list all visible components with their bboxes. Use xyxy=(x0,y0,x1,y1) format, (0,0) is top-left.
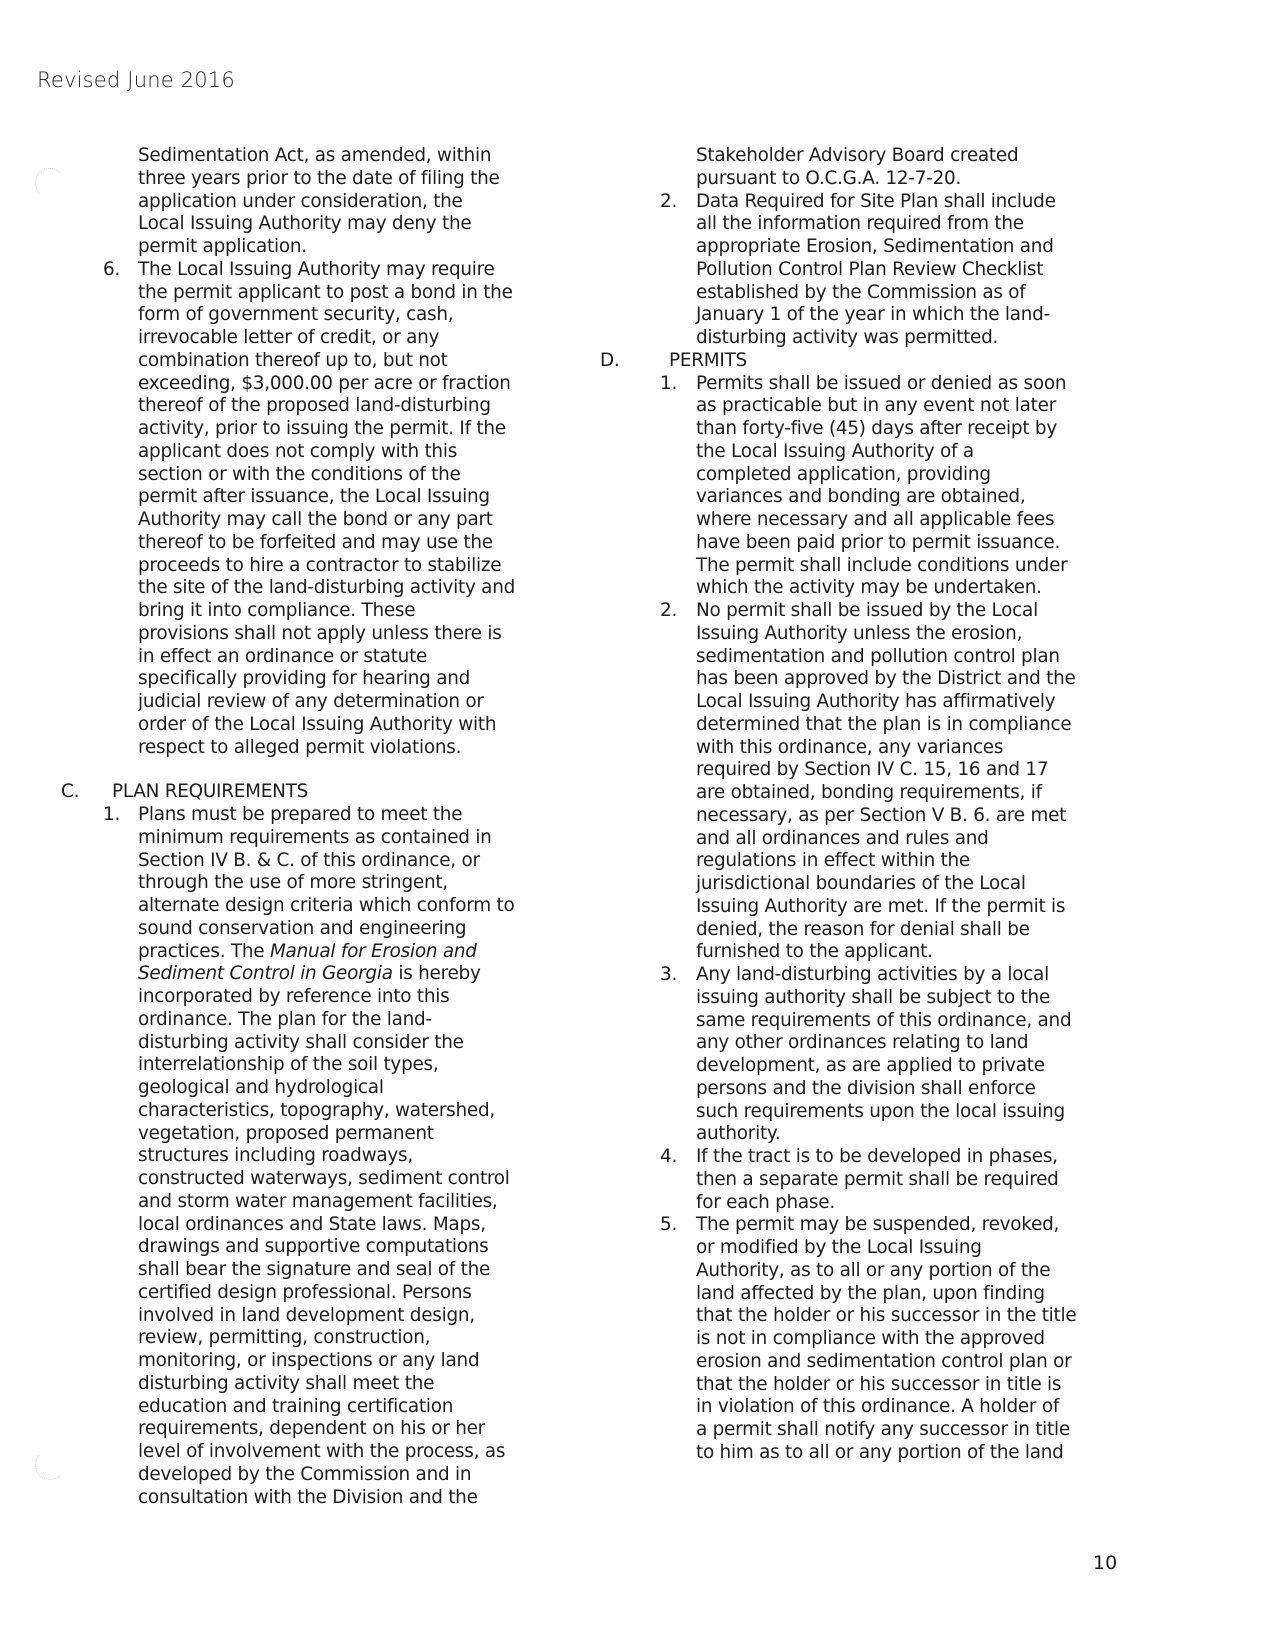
text-line xyxy=(560,259,1275,282)
text-line xyxy=(0,168,620,191)
line-text: where necessary and all applicable fees xyxy=(696,509,1055,530)
text-line xyxy=(0,827,620,850)
text-line xyxy=(0,918,620,941)
line-text: sedimentation and pollution control plan xyxy=(696,645,1060,667)
text-line xyxy=(0,668,620,691)
line-text: incorporated by reference into this xyxy=(138,986,450,1007)
text-line xyxy=(0,623,620,646)
text-line xyxy=(560,191,1275,214)
text-line xyxy=(560,236,1275,259)
text-line xyxy=(0,1032,620,1055)
line-text: any other ordinances relating to land xyxy=(696,1032,1029,1054)
text-line xyxy=(0,1100,620,1123)
text-line xyxy=(560,896,1275,919)
line-text: ordinance. The plan for the land- xyxy=(138,1008,432,1030)
line-text: January 1 of the year in which the land- xyxy=(696,304,1050,326)
text-line xyxy=(560,1442,1275,1465)
line-text: order of the Local Issuing Authority with xyxy=(138,713,497,735)
line-text: have been paid prior to permit issuance. xyxy=(696,531,1061,553)
text-line xyxy=(0,259,620,282)
text-line xyxy=(0,1464,620,1487)
section-letter: C. xyxy=(61,781,80,803)
section-title: PLAN REQUIREMENTS xyxy=(112,781,308,803)
text-line xyxy=(0,737,620,760)
line-text: which the activity may be undertaken. xyxy=(696,577,1042,599)
line-text: section or with the conditions of the xyxy=(138,463,461,485)
list-number: 2. xyxy=(660,190,678,212)
line-text: furnished to the applicant. xyxy=(696,941,933,963)
text-line xyxy=(0,1441,620,1464)
text-line xyxy=(560,1169,1275,1192)
list-number: 3. xyxy=(660,964,678,985)
line-text-part: is hereby xyxy=(392,963,481,985)
line-text: authority. xyxy=(696,1123,781,1145)
line-text: development, as are applied to private xyxy=(696,1055,1045,1076)
text-line xyxy=(560,623,1275,646)
line-text: required by Section IV C. 15, 16 and 17 xyxy=(696,759,1049,781)
section-heading xyxy=(0,781,620,804)
line-text: specifically providing for hearing and xyxy=(138,668,471,690)
text-line xyxy=(560,1146,1275,1169)
line-text: then a separate permit shall be required xyxy=(696,1168,1059,1190)
list-number: 1. xyxy=(660,372,678,394)
text-line xyxy=(560,805,1275,828)
line-text: Local Issuing Authority may deny the xyxy=(138,213,472,235)
text-line xyxy=(560,373,1275,396)
line-text: and storm water management facilities, xyxy=(138,1190,498,1212)
line-text: No permit shall be issued by the Local xyxy=(696,600,1038,621)
text-line xyxy=(0,1214,620,1237)
line-text: that the holder or his successor in title is xyxy=(696,1373,1062,1395)
text-line xyxy=(0,282,620,305)
text-line xyxy=(0,1327,620,1350)
text-line xyxy=(0,373,620,396)
line-text: determined that the plan is in compliance xyxy=(696,713,1072,735)
line-text: appropriate Erosion, Sedimentation and xyxy=(696,236,1054,257)
line-text: exceeding, $3,000.00 per acre or fraction xyxy=(138,372,511,394)
line-text: through the use of more stringent, xyxy=(138,872,448,894)
text-line xyxy=(560,577,1275,600)
italic-title: Sediment Control in Georgia xyxy=(138,963,393,985)
text-line xyxy=(560,441,1275,464)
list-number: 1. xyxy=(103,804,121,825)
text-line xyxy=(0,1145,620,1168)
text-line xyxy=(560,600,1275,623)
text-line xyxy=(560,646,1275,669)
right-column xyxy=(560,145,1275,1465)
text-line xyxy=(560,1237,1275,1260)
revision-header: Revised June 2016 xyxy=(37,68,235,92)
text-line xyxy=(560,1101,1275,1124)
line-text: Any land-disturbing activities by a local xyxy=(696,964,1049,985)
text-line xyxy=(0,464,620,487)
text-line xyxy=(560,213,1275,236)
text-line xyxy=(0,986,620,1009)
line-text: Issuing Authority unless the erosion, xyxy=(696,622,1023,644)
text-line xyxy=(560,987,1275,1010)
line-text: The permit shall include conditions under xyxy=(696,554,1068,576)
line-text: for each phase. xyxy=(696,1191,835,1213)
text-line xyxy=(560,1010,1275,1033)
text-line xyxy=(560,1396,1275,1419)
line-text: constructed waterways, sediment control xyxy=(138,1168,510,1189)
text-line xyxy=(0,1305,620,1328)
line-text: the Local Issuing Authority of a xyxy=(696,440,974,462)
line-text: combination thereof up to, but not xyxy=(138,349,448,371)
list-number: 4. xyxy=(660,1146,678,1167)
text-line xyxy=(0,646,620,669)
line-text: applicant does not comply with this xyxy=(138,440,458,462)
line-text: permit application. xyxy=(138,236,307,257)
line-text: structures including roadways, xyxy=(138,1145,413,1167)
text-line xyxy=(560,1055,1275,1078)
text-line xyxy=(0,145,620,168)
line-text: interrelationship of the soil types, xyxy=(138,1054,439,1076)
line-text: disturbing activity shall meet the xyxy=(138,1372,435,1394)
text-line xyxy=(0,850,620,873)
line-text: pursuant to O.C.G.A. 12-7-20. xyxy=(696,167,962,189)
text-line xyxy=(560,1260,1275,1283)
text-line xyxy=(0,555,620,578)
text-line xyxy=(0,577,620,600)
text-line xyxy=(0,963,620,986)
line-text: Permits shall be issued or denied as soon xyxy=(696,372,1067,394)
line-text: a permit shall notify any successor in title xyxy=(696,1419,1070,1440)
line-text: requirements, dependent on his or her xyxy=(138,1418,485,1440)
line-text: land affected by the plan, upon finding xyxy=(696,1282,1045,1304)
text-line xyxy=(0,304,620,327)
line-text: education and training certification xyxy=(138,1395,454,1417)
line-text: review, permitting, construction, xyxy=(138,1327,431,1349)
text-line xyxy=(560,486,1275,509)
line-text: application under consideration, the xyxy=(138,190,463,212)
text-line xyxy=(0,1054,620,1077)
text-line xyxy=(0,213,620,236)
text-line xyxy=(0,1373,620,1396)
line-text: Section IV B. & C. of this ordinance, or xyxy=(138,849,480,871)
text-line xyxy=(0,486,620,509)
line-text: Data Required for Site Plan shall include xyxy=(696,190,1056,212)
line-text: irrevocable letter of credit, or any xyxy=(138,327,440,348)
text-line xyxy=(0,509,620,532)
text-line xyxy=(560,828,1275,851)
line-text: jurisdictional boundaries of the Local xyxy=(696,873,1026,894)
line-text: completed application, providing xyxy=(696,463,991,485)
text-line xyxy=(560,1351,1275,1374)
line-text: thereof to be forfeited and may use the xyxy=(138,531,493,553)
text-line xyxy=(560,919,1275,942)
text-line xyxy=(0,1077,620,1100)
line-text: form of government security, cash, xyxy=(138,304,454,326)
text-line xyxy=(0,1009,620,1032)
text-line xyxy=(0,236,620,259)
text-line xyxy=(0,327,620,350)
text-line xyxy=(0,691,620,714)
line-text: The Local Issuing Authority may require xyxy=(138,258,495,280)
text-line xyxy=(560,1032,1275,1055)
line-text: characteristics, topography, watershed, xyxy=(138,1099,495,1121)
list-number: 2. xyxy=(660,600,678,621)
text-line xyxy=(560,168,1275,191)
text-line xyxy=(560,737,1275,760)
text-line xyxy=(0,872,620,895)
line-text: is not in compliance with the approved xyxy=(696,1328,1045,1349)
text-line xyxy=(0,1282,620,1305)
list-number: 6. xyxy=(103,258,121,280)
text-line xyxy=(560,1192,1275,1215)
line-text: as practicable but in any event not later xyxy=(696,395,1057,417)
line-text: The permit may be suspended, revoked, xyxy=(696,1214,1060,1236)
text-line xyxy=(560,964,1275,987)
line-text: Authority may call the bond or any part xyxy=(138,509,493,530)
line-text: Stakeholder Advisory Board created xyxy=(696,145,1019,166)
text-line xyxy=(0,441,620,464)
line-text: judicial review of any determination or xyxy=(138,691,484,712)
line-text: are obtained, bonding requirements, if xyxy=(696,782,1042,803)
text-line xyxy=(0,191,620,214)
text-line xyxy=(560,532,1275,555)
text-line xyxy=(0,1487,620,1510)
text-line xyxy=(0,1191,620,1214)
text-line xyxy=(0,1396,620,1419)
line-text: to him as to all or any portion of the land xyxy=(696,1441,1064,1463)
text-line xyxy=(0,350,620,373)
text-line xyxy=(560,782,1275,805)
line-text: permit after issuance, the Local Issuing xyxy=(138,486,490,508)
line-text: denied, the reason for denial shall be xyxy=(696,918,1030,940)
line-text: Local Issuing Authority has affirmatively xyxy=(696,691,1056,712)
text-line xyxy=(0,1418,620,1441)
text-line xyxy=(560,1214,1275,1237)
line-text: variances and bonding are obtained, xyxy=(696,486,1026,508)
line-text: Issuing Authority are met. If the permit is xyxy=(696,895,1066,917)
line-text xyxy=(138,963,481,986)
line-text: issuing authority shall be subject to the xyxy=(696,986,1051,1008)
text-line xyxy=(560,509,1275,532)
text-line xyxy=(0,1168,620,1191)
text-line xyxy=(560,759,1275,782)
line-text: the site of the land-disturbing activity and xyxy=(138,577,516,599)
text-line xyxy=(0,714,620,737)
text-line xyxy=(560,327,1275,350)
text-line xyxy=(560,850,1275,873)
text-line xyxy=(0,1123,620,1146)
line-text: that the holder or his successor in the title xyxy=(696,1305,1077,1327)
line-text: with this ordinance, any variances xyxy=(696,736,1004,758)
line-text: developed by the Commission and in xyxy=(138,1463,472,1485)
line-text: vegetation, proposed permanent xyxy=(138,1122,434,1144)
line-text: and all ordinances and rules and xyxy=(696,827,989,849)
line-text xyxy=(138,941,477,964)
text-line xyxy=(560,464,1275,487)
italic-title: Manual for Erosion and xyxy=(269,940,477,962)
line-text: in effect an ordinance or statute xyxy=(138,645,428,667)
line-text: sound conservation and engineering xyxy=(138,917,467,939)
line-text: in violation of this ordinance. A holder of xyxy=(696,1396,1060,1418)
line-text: Pollution Control Plan Review Checklist xyxy=(696,258,1044,280)
text-line xyxy=(560,1123,1275,1146)
text-line xyxy=(560,1419,1275,1442)
text-line xyxy=(0,418,620,441)
line-text: established by the Commission as of xyxy=(696,281,1026,303)
line-text: drawings and supportive computations xyxy=(138,1236,489,1258)
text-line xyxy=(560,714,1275,737)
line-text: all the information required from the xyxy=(696,213,1024,235)
line-text: bring it into compliance. These xyxy=(138,600,416,621)
line-text: Plans must be prepared to meet the xyxy=(138,804,463,825)
text-line xyxy=(0,804,620,827)
text-line xyxy=(0,1259,620,1282)
text-line xyxy=(560,555,1275,578)
line-text: geological and hydrological xyxy=(138,1077,384,1098)
line-text: consultation with the Division and the xyxy=(138,1486,478,1508)
text-line xyxy=(560,1374,1275,1397)
line-text: has been approved by the District and the xyxy=(696,668,1076,690)
line-text: shall bear the signature and seal of the xyxy=(138,1259,491,1280)
line-text: Authority, as to all or any portion of the xyxy=(696,1259,1051,1281)
line-text: If the tract is to be developed in phases, xyxy=(696,1146,1058,1167)
line-text: certified design professional. Persons xyxy=(138,1281,472,1303)
line-text: Sedimentation Act, as amended, within xyxy=(138,145,492,166)
left-column xyxy=(0,145,620,1509)
section-heading xyxy=(560,350,1275,373)
line-text: such requirements upon the local issuing xyxy=(696,1100,1065,1122)
text-line xyxy=(0,1350,620,1373)
list-number: 5. xyxy=(660,1214,678,1236)
line-text: level of involvement with the process, as xyxy=(138,1441,506,1462)
line-text: regulations in effect within the xyxy=(696,850,971,872)
page-number: 10 xyxy=(1093,1552,1118,1574)
text-line xyxy=(0,395,620,418)
text-line xyxy=(560,668,1275,691)
line-text: proceeds to hire a contractor to stabilize xyxy=(138,554,502,576)
line-text: the permit applicant to post a bond in the xyxy=(138,281,513,303)
spacer xyxy=(0,759,620,781)
line-text: than forty-five (45) days after receipt by xyxy=(696,418,1057,439)
text-line xyxy=(560,941,1275,964)
line-text-part: practices. The xyxy=(138,940,270,962)
line-text: provisions shall not apply unless there is xyxy=(138,622,502,644)
line-text: necessary, as per Section V B. 6. are met xyxy=(696,804,1067,826)
section-letter: D. xyxy=(600,349,620,371)
text-line xyxy=(560,282,1275,305)
text-line xyxy=(560,691,1275,714)
text-line xyxy=(0,600,620,623)
text-line xyxy=(560,1328,1275,1351)
line-text: erosion and sedimentation control plan or xyxy=(696,1350,1072,1372)
text-line xyxy=(560,1078,1275,1101)
line-text: disturbing activity was permitted. xyxy=(696,327,999,348)
text-line xyxy=(0,532,620,555)
line-text: or modified by the Local Issuing xyxy=(696,1237,982,1258)
text-line xyxy=(560,1305,1275,1328)
text-line xyxy=(560,145,1275,168)
text-line xyxy=(0,941,620,964)
text-line xyxy=(560,873,1275,896)
section-title: PERMITS xyxy=(669,349,747,371)
line-text: respect to alleged permit violations. xyxy=(138,736,462,758)
line-text: persons and the division shall enforce xyxy=(696,1077,1036,1099)
line-text: monitoring, or inspections or any land xyxy=(138,1350,480,1371)
text-line xyxy=(560,1283,1275,1306)
line-text: activity, prior to issuing the permit. If the xyxy=(138,418,506,439)
text-line xyxy=(560,395,1275,418)
line-text: local ordinances and State laws. Maps, xyxy=(138,1213,486,1235)
line-text: disturbing activity shall consider the xyxy=(138,1031,464,1053)
text-line xyxy=(560,418,1275,441)
line-text: minimum requirements as contained in xyxy=(138,826,492,848)
line-text: alternate design criteria which conform to xyxy=(138,895,515,916)
line-text: three years prior to the date of filing the xyxy=(138,167,500,189)
text-line xyxy=(560,304,1275,327)
line-text: thereof of the proposed land-disturbing xyxy=(138,395,491,417)
line-text: same requirements of this ordinance, and xyxy=(696,1009,1072,1031)
text-line xyxy=(0,895,620,918)
text-line xyxy=(0,1236,620,1259)
line-text: involved in land development design, xyxy=(138,1304,475,1326)
